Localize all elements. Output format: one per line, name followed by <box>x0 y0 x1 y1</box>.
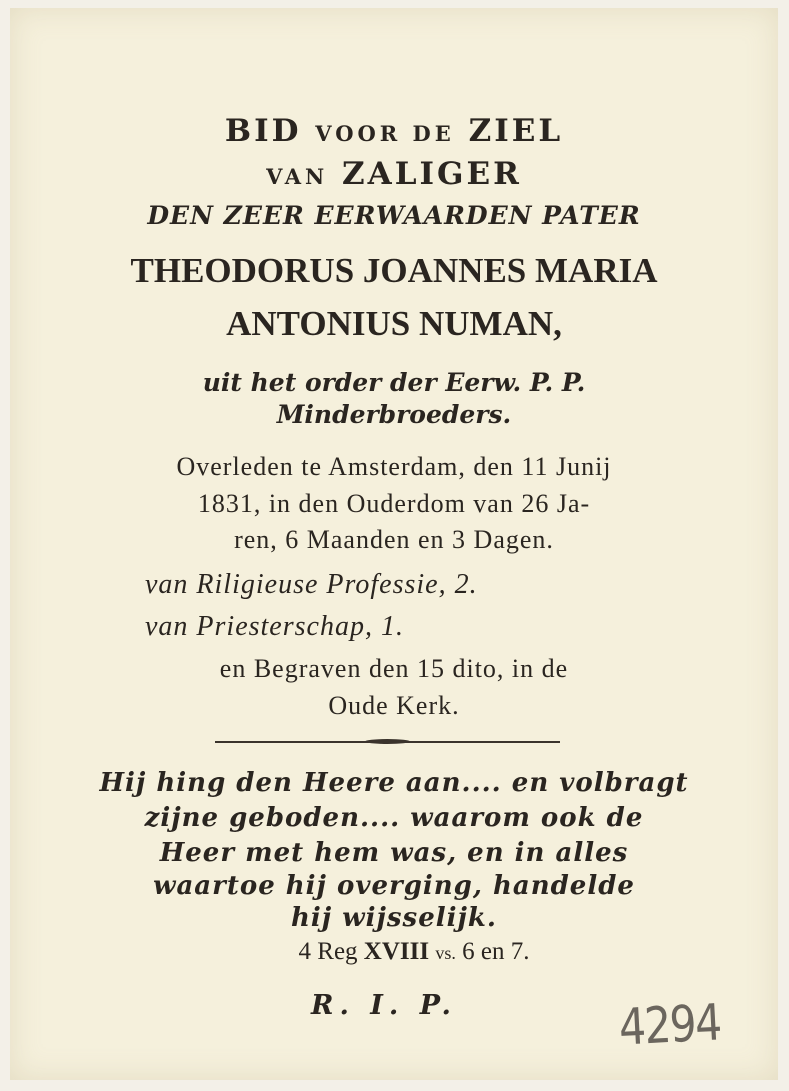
burial-line-2: Oude Kerk. <box>328 691 460 720</box>
order-line-2: Minderbroeders. <box>276 400 512 429</box>
header-ziel: ZIEL <box>468 113 564 149</box>
header-bid: BID <box>224 113 302 149</box>
reference-vs: vs. <box>435 943 456 963</box>
order-line-1: uit het order der Eerw. P. P. <box>202 368 586 397</box>
handwritten-inventory-number: 4294 <box>617 993 722 1057</box>
priesthood-line: van Priesterschap, 1. <box>145 611 404 642</box>
burial-line-1: en Begraven den 15 dito, in de <box>219 654 569 683</box>
header-line-2 <box>10 156 778 192</box>
reference-book: 4 Reg <box>298 938 358 965</box>
header-line-1 <box>10 113 778 149</box>
header-van: VAN <box>266 164 329 189</box>
quote-line-5: hij wijsselijk. <box>291 903 497 933</box>
quote-line-1: Hij hing den Heere aan.... en volbragt <box>99 768 689 798</box>
rip-text: R. I. P. <box>311 990 457 1021</box>
quote-line-3: Heer met hem was, en in alles <box>159 838 629 868</box>
prayer-card <box>10 8 778 1080</box>
deceased-name-line-2: ANTONIUS NUMAN, <box>226 304 562 343</box>
quote-line-2: zijne geboden.... waarom ook de <box>144 803 644 833</box>
header-voor-de: VOOR DE <box>315 121 455 146</box>
death-line-3: ren, 6 Maanden en 3 Dagen. <box>234 525 554 554</box>
profession-line: van Riligieuse Professie, 2. <box>145 569 478 600</box>
scripture-reference <box>10 938 778 966</box>
reference-verses: 6 en 7. <box>462 938 530 965</box>
reference-chapter: XVIII <box>363 938 430 965</box>
ornamental-divider <box>215 741 560 743</box>
deceased-name-line-1: THEODORUS JOANNES MARIA <box>130 251 658 290</box>
quote-line-4: waartoe hij overging, handelde <box>153 871 635 901</box>
header-title: DEN ZEER EERWAARDEN PATER <box>147 201 641 230</box>
header-zaliger: ZALIGER <box>342 156 522 192</box>
death-line-2: 1831, in den Ouderdom van 26 Ja- <box>197 489 591 518</box>
death-line-1: Overleden te Amsterdam, den 11 Junij <box>176 452 612 481</box>
